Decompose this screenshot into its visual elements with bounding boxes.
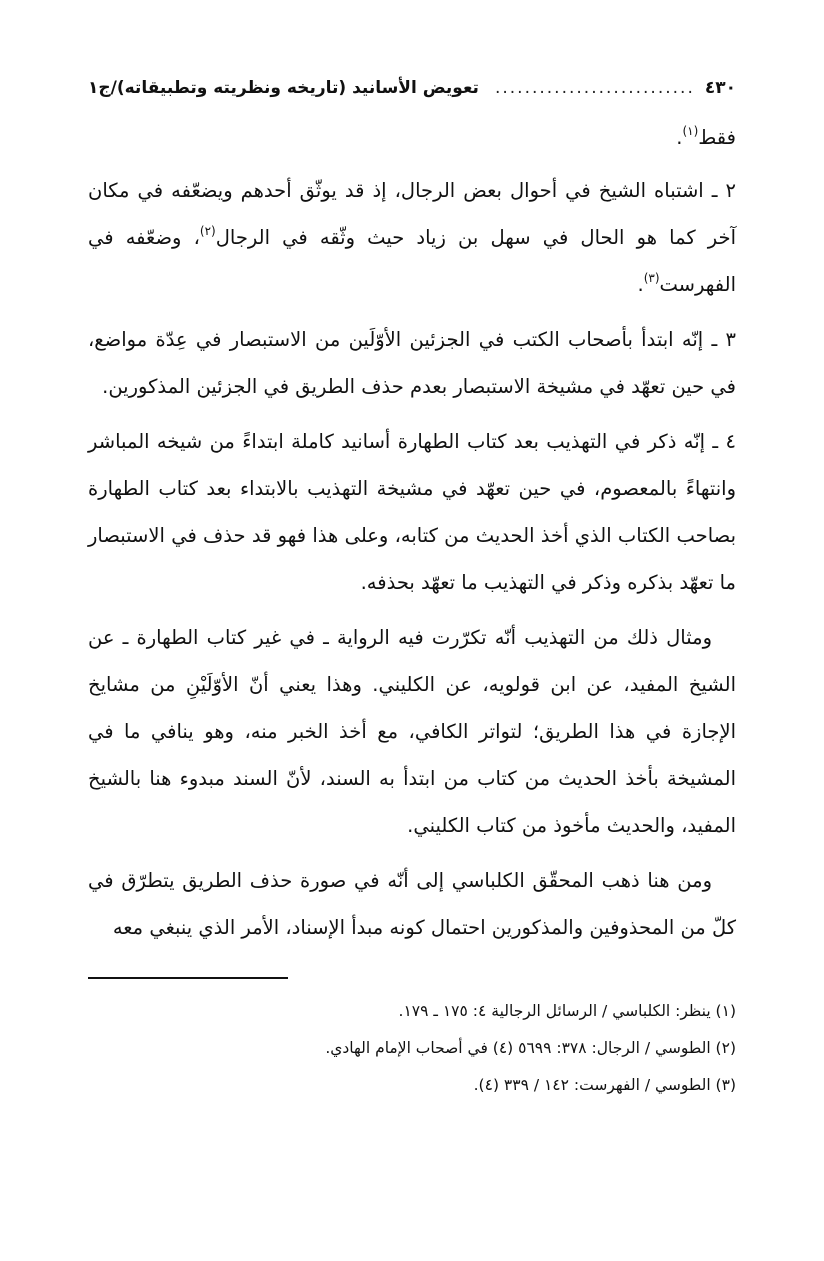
running-header [88, 68, 736, 108]
paragraph-item-4: ٤ ـ إنّه ذكر في التهذيب بعد كتاب الطهارة أسانيد كاملة ابتداءً من شيخه المباشر وانتهاءً بالمعصوم، في حين تعهّد في مشيخة التهذيب بالابتداء بعد كتاب الطهارة بصاحب الكتاب الذي أخذ الحديث من كتابه، وعلى هذا فهو قد حذف في الاستبصار ما تعهّد بذكره وذكر في التهذيب ما تعهّد بحذفه. [88, 430, 736, 594]
footnote-2: (٢) الطوسي / الرجال: ٣٧٨: ٥٦٩٩ (٤) في أصحاب الإمام الهادي. [325, 1039, 736, 1057]
footnote-divider-wrap [88, 959, 736, 993]
footnote-ref-1[interactable]: (١) [682, 124, 699, 138]
paragraph-item-2 [88, 167, 736, 308]
header-leader-dots: ........................... [494, 78, 695, 98]
paragraph-text: فقط [698, 126, 736, 149]
paragraph-text: ٢ ـ اشتباه الشيخ في أحوال بعض الرجال، إذ قد يوثّق أحدهم ويضعّفه في مكان آخر كما هو الحال في سهل بن زياد حيث وثّقه في الرجال [88, 179, 737, 249]
paragraph-end-mark: . [676, 126, 683, 149]
paragraph-example: ومثال ذلك من التهذيب أنّه تكرّرت فيه الرواية ـ في غير كتاب الطهارة ـ عن الشيخ المفيد، عن ابن قولويه، عن الكليني. وهذا يعني أنّ الأوّلَيْنِ من مشايخ الإجازة في هذا الطريق؛ لتواتر الكافي، مع أخذ الخبر منه، وهو ينافي ما في المشيخة بأخذ الحديث من كتاب من ابتدأ به السند، لأنّ السند مبدوء هنا بالشيخ المفيد، والحديث مأخوذ من كتاب الكليني. [88, 626, 736, 837]
paragraph-kalbasi: ومن هنا ذهب المحقّق الكلباسي إلى أنّه في صورة حذف الطريق يتطرّق في كلّ من المحذوفين والمذكورين احتمال كونه مبدأ الإسناد، الأمر الذي ينبغي معه [88, 869, 736, 939]
footnote-3: (٣) الطوسي / الفهرست: ١٤٢ / ٣٣٩ (٤). [473, 1076, 736, 1094]
footnote-ref-3[interactable]: (٣) [643, 271, 660, 285]
paragraph-end-mark: . [637, 273, 644, 296]
paragraph-text: ، وضعّفه في الفهرست [88, 226, 736, 296]
footnote-divider [88, 977, 288, 979]
footnotes [88, 993, 736, 1104]
paragraph-continuation [88, 114, 736, 161]
book-title: تعويض الأسانيد (تاريخه ونظريته وتطبيقاته)/ج١ [88, 78, 479, 98]
footnote-1: (١) ينظر: الكلباسي / الرسائل الرجالية ٤: ١٧٥ ـ ١٧٩. [398, 1002, 736, 1020]
main-text [88, 114, 736, 951]
book-page [88, 68, 736, 1104]
paragraph-item-3: ٣ ـ إنّه ابتدأ بأصحاب الكتب في الجزئين الأوّلَين من الاستبصار في عِدّة مواضع، في حين تعهّد في مشيخة الاستبصار بعدم حذف الطريق في الجزئين المذكورين. [88, 328, 736, 398]
page-number: ٤٣٠ [704, 78, 736, 98]
footnote-ref-2[interactable]: (٢) [199, 224, 216, 238]
